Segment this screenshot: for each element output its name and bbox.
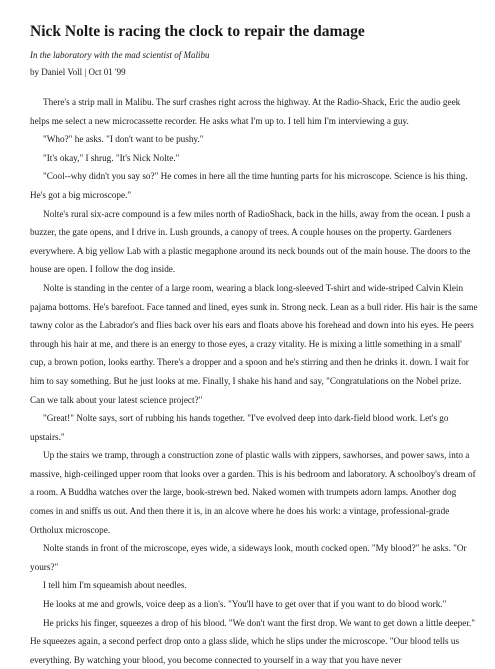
article (30, 22, 478, 669)
article-title: Nick Nolte is racing the clock to repair the damage (30, 23, 365, 40)
paragraph: Nolte stands in front of the microscope, eyes wide, a sideways look, mouth cocked open. "My blood?" he asks. "Or yours?" (30, 543, 467, 572)
paragraph: Nolte is standing in the center of a large room, wearing a black long-sleeved T-shirt and wide-striped Calvin Klein pajama bottoms. He's barefoot. Face tanned and lined, eyes sunk in. Strong neck. Lean as a bull rider. His hair is the same tawny color as the Labrador's and flies back over his ears and floats above his forehead and down into his eyes. He peers through his hair at me, and there is an energy to those eyes, a crazy vitality. He is mixing a little something in a small' cup, a brown potion, looks earthy. There's a dropper and a spoon and he's stirring and then he drinks it. down. I wait for him to say something. But he just looks at me. Finally, I shake his hand and say, "Congratulations on the Nobel prize. Can we talk about your latest science project?" (30, 282, 478, 405)
paragraph: He looks at me and growls, voice deep as a lion's. "You'll have to get over that if you want to do blood work." (43, 599, 447, 610)
paragraph: I tell him I'm squeamish about needles. (43, 580, 187, 591)
paragraph: Up the stairs we tramp, through a construction zone of plastic walls with zippers, sawhorses, and power saws, into a massive, high-ceilinged upper room that looks over a garden. This is his bedroom and laboratory. A schoolboy's dream of a room. A Buddha watches over the large, book-strewn bed. Naked women with trumpets adorn lamps. Another dog comes in and sniffs us out. And then there it is, in an alcove where he does his work: a vintage, professional-grade Ortholux microscope. (30, 450, 476, 535)
article-byline: by Daniel Voll | Oct 01 '99 (30, 67, 126, 77)
paragraph: "Who?" he asks. "I don't want to be pushy." (43, 134, 204, 145)
paragraph: "Great!" Nolte says, sort of rubbing his hands together. "I've evolved deep into dark-field blood work. Let's go upstairs." (30, 413, 449, 442)
paragraph: There's a strip mall in Malibu. The surf crashes right across the highway. At the Radio-Shack, Eric the audio geek helps me select a new microcassette recorder. He asks what I'm up to. I tell him I'm interviewing a guy. (30, 97, 461, 126)
article-body (30, 93, 478, 669)
paragraph: He pricks his finger, squeezes a drop of his blood. "We don't want the first drop. We want to get down a little deeper." He squeezes again, a second perfect drop onto a glass slide, which he slips under the microscope. "Our blood tells us everything. By watching your blood, you become connected to yourself in a way that you have never (30, 617, 475, 665)
paragraph: Nolte's rural six-acre compound is a few miles north of RadioShack, back in the hills, away from the ocean. I push a buzzer, the gate opens, and I drive in. Lush grounds, a canopy of trees. A couple houses on the property. Gardeners everywhere. A big yellow Lab with a plastic megaphone around its neck bounds out of the main house. The doors to the house are open. I follow the dog inside. (30, 208, 471, 275)
paragraph: "It's okay," I shrug. "It's Nick Nolte." (43, 152, 180, 163)
paragraph: "Cool--why didn't you say so?" He comes in here all the time hunting parts for his microscope. Science is his thing. He's got a big microscope." (30, 171, 468, 200)
article-subtitle: In the laboratory with the mad scientist of Malibu (30, 50, 210, 60)
